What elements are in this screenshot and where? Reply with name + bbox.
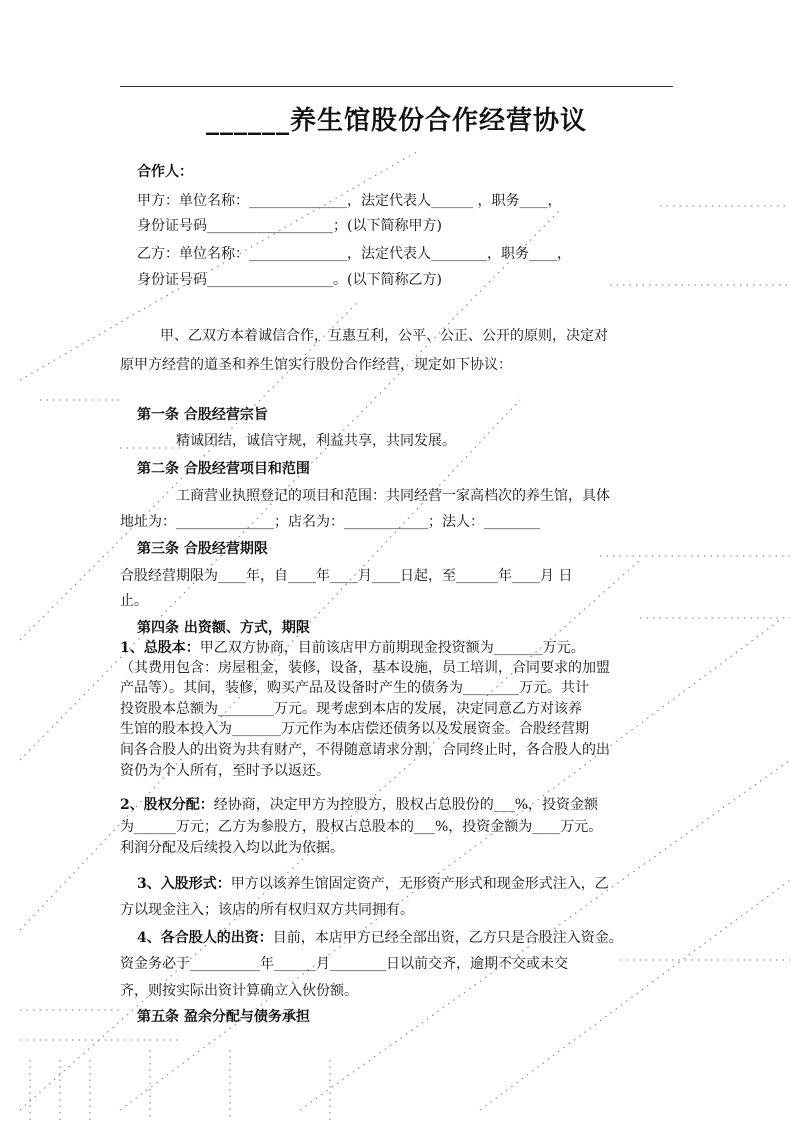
clause-3-line-1 [137,875,609,893]
clause-2-text: 经协商，决定甲方为控股方，股权占总股份的___%，投资金额 [213,797,599,813]
clause-2-line-1 [120,796,598,814]
article-2-line-2: 地址为：______________；店名为：____________；法人：________ [120,514,540,530]
clause-1-line-4: 投资股本总额为________万元。现考虑到本店的发展，决定同意乙方对该养 [120,701,582,717]
clause-1-label: 1、总股本： [120,640,200,656]
party-a-line-2: 身份证号码__________________；(以下简称甲方) [137,218,442,234]
article-4-heading: 第四条 出资额、方式，期限 [137,620,310,636]
article-2-heading: 第二条 合股经营项目和范围 [137,461,310,477]
clause-2-line-3: 利润分配及后续投入均以此为依据。 [120,840,344,856]
clause-4-line-3: 齐，则按实际出资计算确立入伙份额。 [120,983,358,999]
party-b-line-2: 身份证号码__________________。(以下简称乙方) [137,272,442,288]
clause-4-line-1 [137,929,623,947]
clause-1-line-5: 生馆的股本投入为_______万元作为本店偿还债务以及发展资金。合股经营期 [120,721,589,737]
clause-1-line-1 [120,639,585,657]
parties-heading: 合作人： [137,164,193,180]
article-3-line-2: 止。 [120,593,148,609]
intro-line-2: 原甲方经营的道圣和养生馆实行股份合作经营，现定如下协议： [120,357,512,373]
clause-3-text: 甲方以该养生馆固定资产，无形资产形式和现金形式注入，乙 [230,876,609,892]
clause-1-line-6: 间各合股人的出资为共有财产，不得随意请求分割，合同终止时，各合股人的出 [120,742,610,758]
article-1-body: 精诚团结，诚信守规，利益共享，共同发展。 [176,433,456,449]
clause-1-line-3: 产品等）。其间，装修，购买产品及设备时产生的债务为________万元。共计 [120,680,589,696]
article-2-line-1: 工商营业执照登记的项目和范围：共同经营一家高档次的养生馆，具体 [176,488,610,504]
clause-4-text: 目前，本店甲方已经全部出资，乙方只是合股注入资金。 [272,930,623,946]
header-rule [120,86,673,87]
article-3-heading: 第三条 合股经营期限 [137,541,268,557]
article-3-line-1: 合股经营期限为____年，自____年____月____日起，至______年____月 日 [120,568,573,584]
clause-2-label: 2、股权分配： [120,797,214,813]
clause-1-line-2: （其费用包含：房屋租金，装修，设备，基本设施，员工培训，合同要求的加盟 [120,660,610,676]
document-title: ______养生馆股份合作经营协议 [205,106,587,136]
article-5-heading: 第五条 盈余分配与债务承担 [137,1009,310,1025]
clause-1-line-7: 资仍为个人所有，至时予以返还。 [120,763,330,779]
clause-2-line-2: 为______万元；乙方为参股方，股权占总股本的___%，投资金额为____万元。 [120,819,603,835]
article-1-heading: 第一条 合股经营宗旨 [137,407,268,423]
party-a-line-1: 甲方：单位名称：______________，法定代表人______ ，职务____， [137,193,562,209]
clause-3-line-2: 方以现金注入；该店的所有权归双方共同拥有。 [120,902,414,918]
clause-4-line-2: 资金务必于__________年______月________日以前交齐，逾期不交或未交 [120,956,568,972]
intro-line-1: 甲、乙双方本着诚信合作，互惠互利，公平、公正、公开的原则，决定对 [160,328,608,344]
clause-1-text: 甲乙双方协商，目前该店甲方前期现金投资额为_______万元。 [199,640,585,656]
clause-3-label: 3、入股形式： [137,876,231,892]
party-b-line-1: 乙方：单位名称：______________，法定代表人________，职务____， [137,246,571,262]
clause-4-label: 4、各合股人的出资： [137,930,273,946]
